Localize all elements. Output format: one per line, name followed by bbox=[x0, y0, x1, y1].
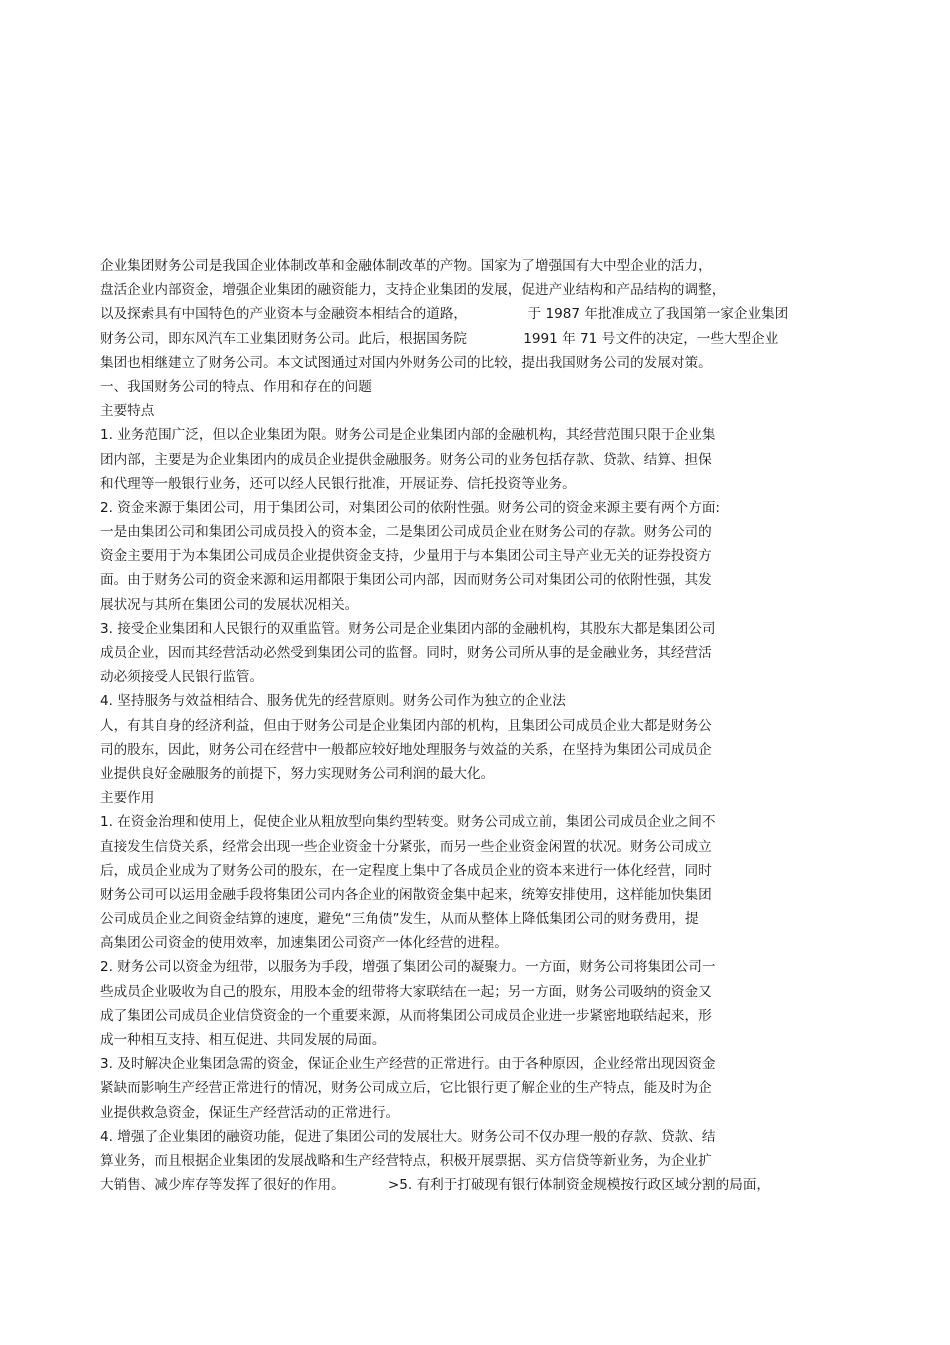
paragraph-line: 算业务，而且根据企业集团的发展战略和生产经营特点，积极开展票据、买方信贷等新业务，为企业扩 bbox=[100, 1152, 712, 1169]
subsection-heading: 主要特点 bbox=[100, 403, 155, 420]
paragraph-line: 团内部，主要是为企业集团内的成员企业提供金融服务。财务公司的业务包括存款、贷款、结算、担保 bbox=[100, 451, 712, 468]
paragraph-line: 成员企业，因而其经营活动必然受到集团公司的监督。同时，财务公司所从事的是金融业务，其经营活 bbox=[100, 645, 712, 661]
paragraph-line: 3. 及时解决企业集团急需的资金，保证企业生产经营的正常进行。由于各种原因，企业经常出现因资金 bbox=[100, 1056, 716, 1073]
paragraph-line: 些成员企业吸收为自己的股东，用股本金的纽带将大家联结在一起；另一方面，财务公司吸纳的资金又 bbox=[100, 983, 712, 1000]
paragraph-line: 动必须接受人民银行监管。 bbox=[100, 669, 264, 686]
paragraph-line: 高集团公司资金的使用效率，加速集团公司资产一体化经营的进程。 bbox=[100, 935, 508, 952]
paragraph-line: 1. 业务范围广泛，但以企业集团为限。财务公司是企业集团内部的金融机构，其经营范围只限于企业集 bbox=[100, 427, 716, 444]
paragraph-line: 一是由集团公司和集团公司成员投入的资本金，二是集团公司成员企业在财务公司的存款。财务公司的 bbox=[100, 524, 712, 541]
section-heading: 一、我国财务公司的特点、作用和存在的问题 bbox=[100, 378, 372, 395]
paragraph-line: 业提供救急资金，保证生产经营活动的正常进行。 bbox=[100, 1104, 400, 1121]
document-body bbox=[100, 254, 840, 1197]
paragraph-line: 2. 资金来源于集团公司，用于集团公司，对集团公司的依附性强。财务公司的资金来源主要有两个方面: bbox=[100, 499, 720, 516]
paragraph-line: 业提供良好金融服务的前提下，努力实现财务公司利润的最大化。 bbox=[100, 765, 495, 782]
paragraph-line: 展状况与其所在集团公司的发展状况相关。 bbox=[100, 596, 359, 613]
paragraph-line: 企业集团财务公司是我国企业体制改革和金融体制改革的产物。国家为了增强国有大中型企业的活力， bbox=[100, 258, 712, 274]
paragraph-line: 资金主要用于为本集团公司成员企业提供资金支持，少量用于与本集团公司主导产业无关的证券投资方 bbox=[100, 548, 712, 565]
paragraph-line: 盘活企业内部资金，增强企业集团的融资能力，支持企业集团的发展，促进产业结构和产品结构的调整， bbox=[100, 282, 726, 299]
paragraph-line: 财务公司可以运用金融手段将集团公司内各企业的闲散资金集中起来，统筹安排使用，这样能加快集团 bbox=[100, 886, 712, 903]
paragraph-line: 后，成员企业成为了财务公司的股东，在一定程度上集中了各成员企业的资本来进行一体化经营，同时 bbox=[100, 862, 712, 879]
paragraph-line: 大销售、减少库存等发挥了很好的作用。 >5. 有利于打破现有银行体制资金规模按行政区域分割的局面， bbox=[100, 1177, 771, 1194]
paragraph-line: 成了集团公司成员企业信贷资金的一个重要来源，从而将集团公司成员企业进一步紧密地联结起来，形 bbox=[100, 1007, 712, 1024]
subsection-heading: 主要作用 bbox=[100, 790, 155, 807]
paragraph-line: 公司成员企业之间资金结算的速度，避免“三角债”发生，从而从整体上降低集团公司的财务费用，提 bbox=[100, 911, 699, 928]
paragraph-line: 3. 接受企业集团和人民银行的双重监管。财务公司是企业集团内部的金融机构，其股东大都是集团公司 bbox=[100, 620, 716, 637]
paragraph-line: 人，有其自身的经济利益，但由于财务公司是企业集团内部的机构，且集团公司成员企业大都是财务公 bbox=[100, 717, 712, 734]
paragraph-line: 4. 增强了企业集团的融资功能，促进了集团公司的发展壮大。财务公司不仅办理一般的存款、贷款、结 bbox=[100, 1128, 716, 1145]
paragraph-line: 4. 坚持服务与效益相结合、服务优先的经营原则。财务公司作为独立的企业法 bbox=[100, 693, 566, 710]
paragraph-line: 2. 财务公司以资金为纽带，以服务为手段，增强了集团公司的凝聚力。一方面，财务公司将集团公司一 bbox=[100, 959, 716, 976]
paragraph-line: 成一种相互支持、相互促进、共同发展的局面。 bbox=[100, 1032, 386, 1048]
paragraph-line: 直接发生信贷关系，经常会出现一些企业资金十分紧张，而另一些企业资金闲置的状况。财务公司成立 bbox=[100, 838, 712, 855]
paragraph-line: 和代理等一般银行业务，还可以经人民银行批准，开展证券、信托投资等业务。 bbox=[100, 475, 576, 492]
paragraph-line: 集团也相继建立了财务公司。本文试图通过对国内外财务公司的比较，提出我国财务公司的发展对策。 bbox=[100, 354, 712, 371]
paragraph-line: 面。由于财务公司的资金来源和运用都限于集团公司内部，因而财务公司对集团公司的依附性强，其发 bbox=[100, 572, 712, 589]
paragraph-line: 紧缺而影响生产经营正常进行的情况，财务公司成立后，它比银行更了解企业的生产特点，能及时为企 bbox=[100, 1080, 712, 1097]
paragraph-line: 以及探索具有中国特色的产业资本与金融资本相结合的道路， 于 1987 年批准成立了我国第一家企业集团 bbox=[100, 306, 789, 323]
paragraph-line: 1. 在资金治理和使用上，促使企业从粗放型向集约型转变。财务公司成立前，集团公司成员企业之间不 bbox=[100, 814, 716, 831]
paragraph-line: 财务公司，即东风汽车工业集团财务公司。此后，根据国务院 1991 年 71 号文件的决定，一些大型企业 bbox=[100, 330, 779, 347]
paragraph-line: 司的股东，因此，财务公司在经营中一般都应较好地处理服务与效益的关系，在坚持为集团公司成员企 bbox=[100, 741, 712, 758]
